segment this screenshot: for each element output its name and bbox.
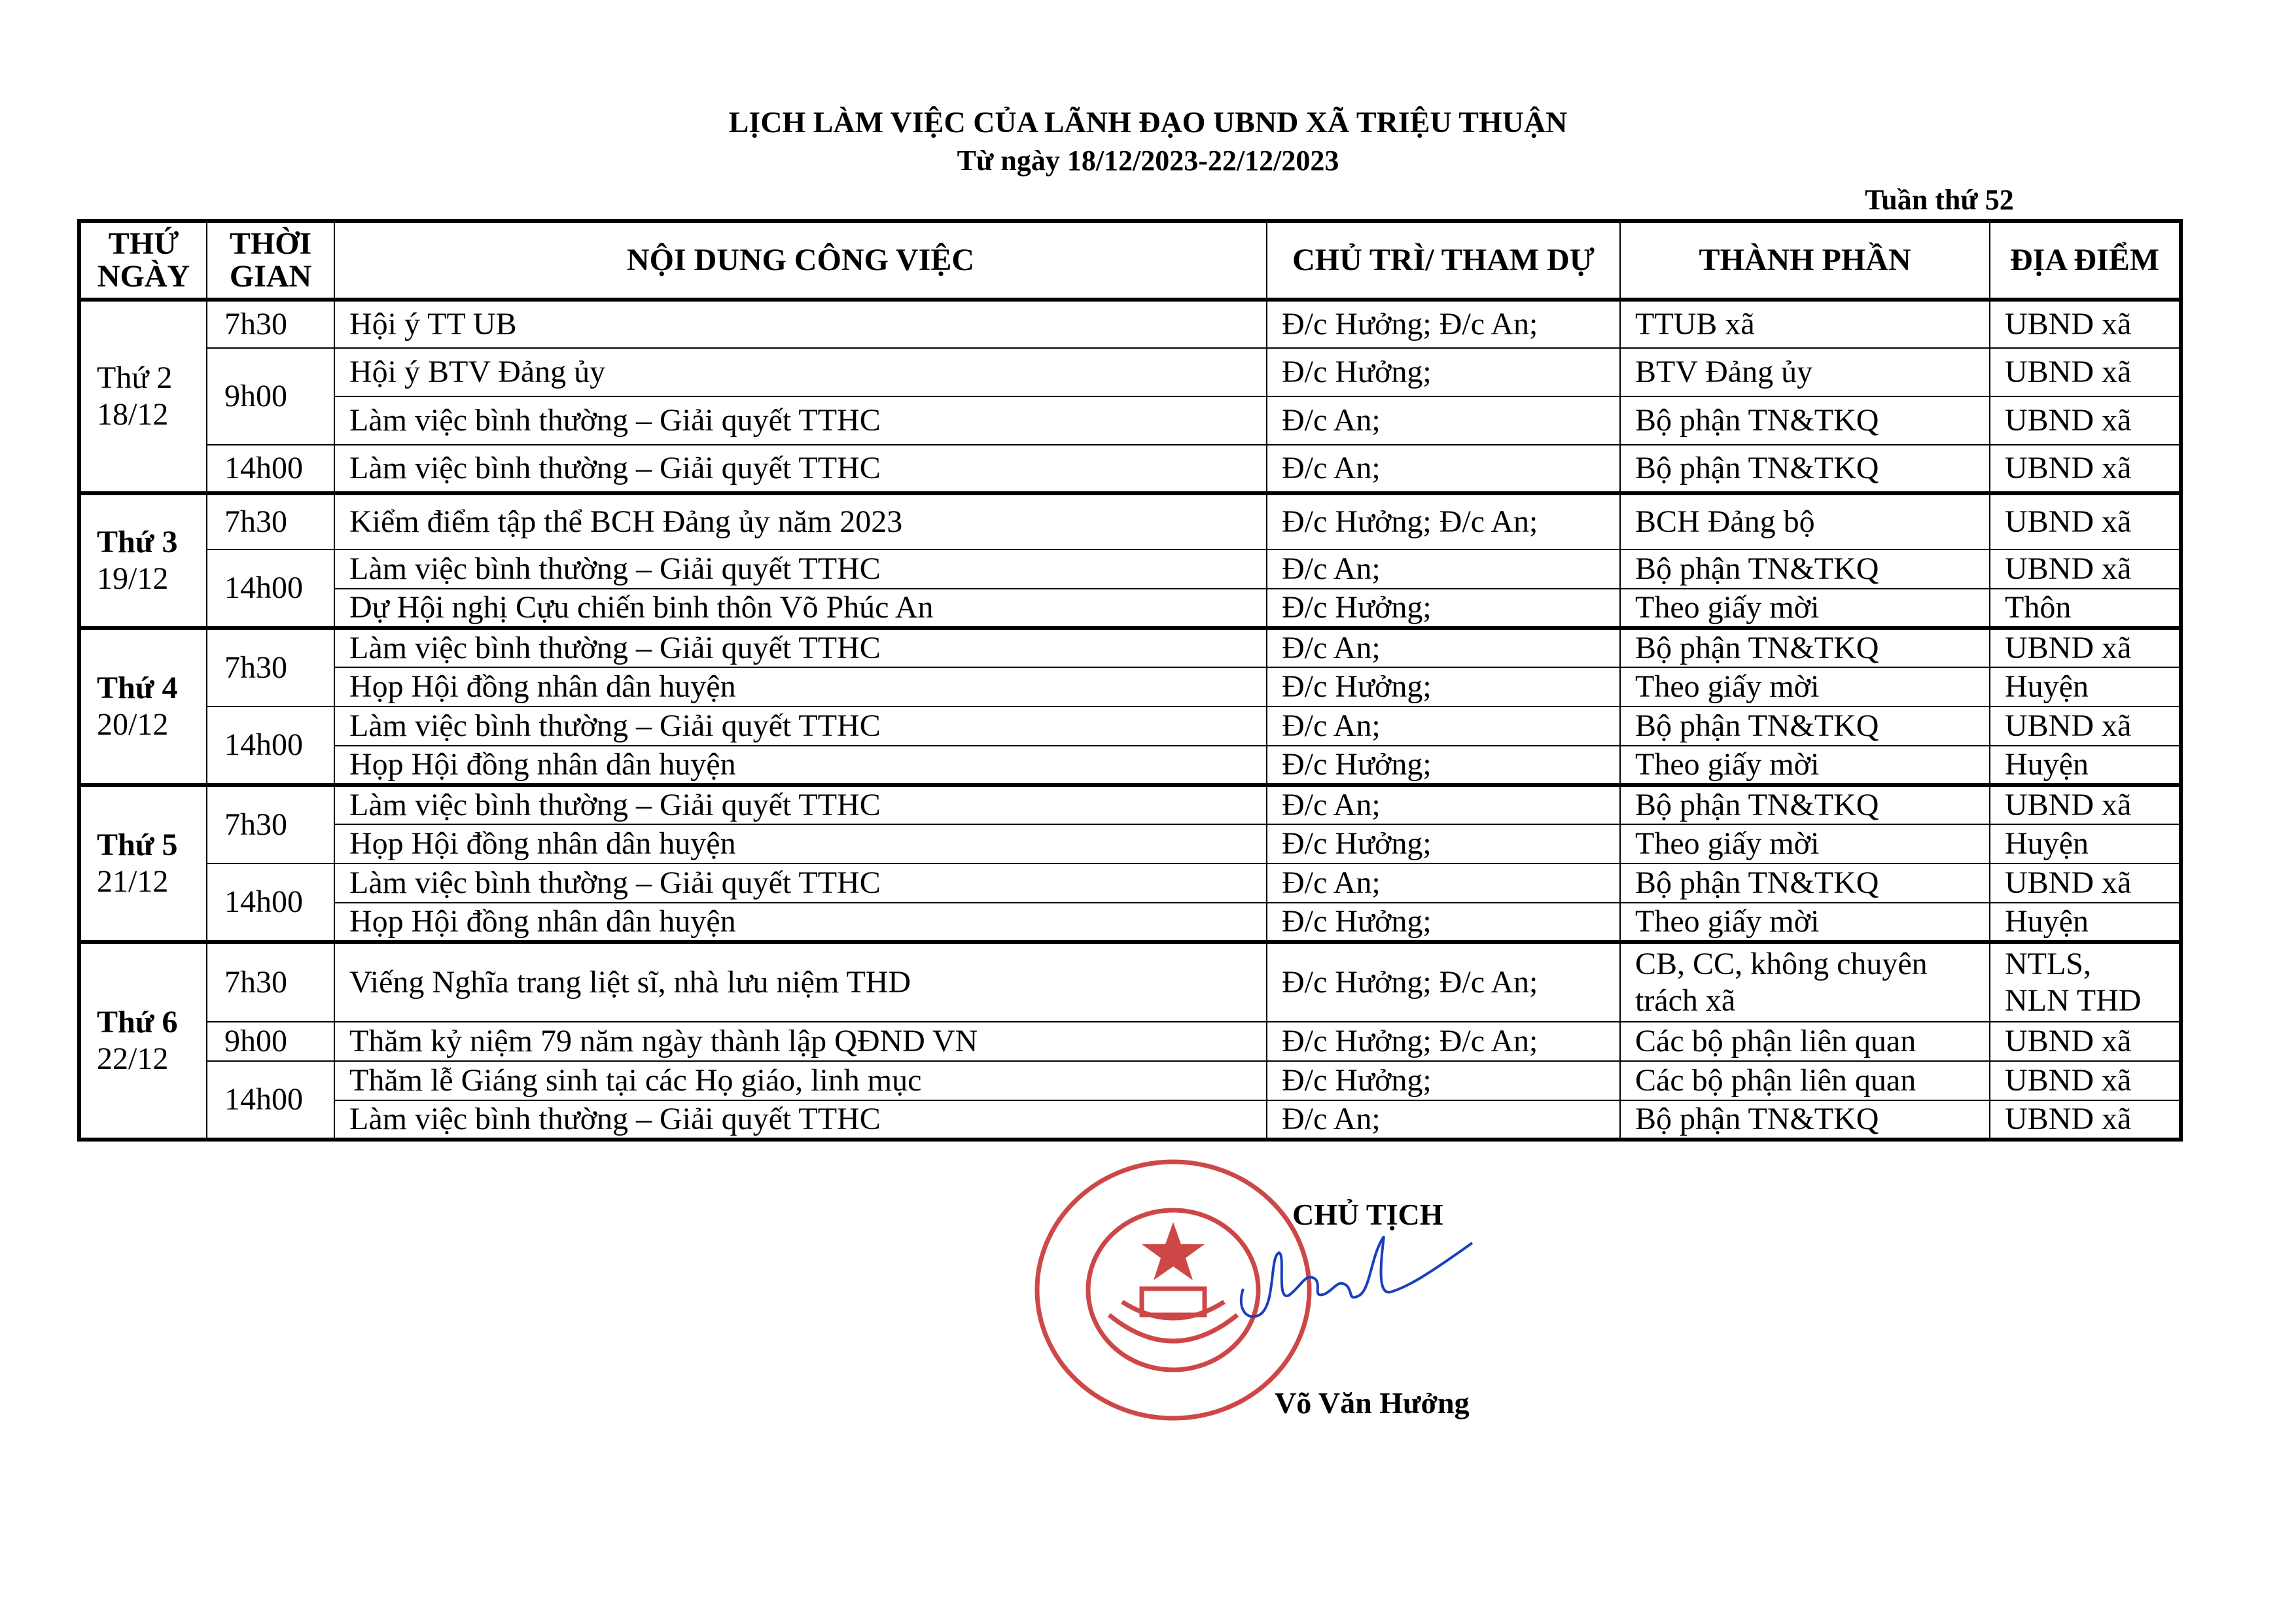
day-cell: Thứ 2 18/12 xyxy=(79,300,207,493)
table-row xyxy=(79,1100,2181,1140)
place-cell: UBND xã xyxy=(1990,300,2181,348)
place-cell: Huyện xyxy=(1990,903,2181,942)
signatory-name: Võ Văn Hưởng xyxy=(1275,1386,1470,1420)
content-cell: Dự Hội nghị Cựu chiến binh thôn Võ Phúc An xyxy=(334,589,1267,628)
members-cell: Bộ phận TN&TKQ xyxy=(1620,396,1990,445)
host-cell: Đ/c Hưởng; xyxy=(1267,348,1620,396)
place-cell: NTLS, NLN THD xyxy=(1990,942,2181,1022)
time-cell: 7h30 xyxy=(207,785,334,864)
members-cell: TTUB xã xyxy=(1620,300,1990,348)
host-cell: Đ/c An; xyxy=(1267,864,1620,903)
header-place: ĐỊA ĐIỂM xyxy=(1990,221,2181,300)
place-cell: Huyện xyxy=(1990,667,2181,707)
table-row xyxy=(79,1022,2181,1061)
content-cell: Làm việc bình thường – Giải quyết TTHC xyxy=(334,396,1267,445)
date-range: Từ ngày 18/12/2023-22/12/2023 xyxy=(957,145,1339,177)
place-cell: UBND xã xyxy=(1990,1022,2181,1061)
time-cell: 9h00 xyxy=(207,1022,334,1061)
members-cell: Bộ phận TN&TKQ xyxy=(1620,1100,1990,1140)
content-cell: Họp Hội đồng nhân dân huyện xyxy=(334,746,1267,785)
header-time: THỜI GIAN xyxy=(207,221,334,300)
time-cell: 14h00 xyxy=(207,707,334,785)
time-cell: 14h00 xyxy=(207,864,334,942)
table-row xyxy=(79,942,2181,1022)
schedule-table xyxy=(77,219,2183,1142)
content-cell: Kiểm điểm tập thể BCH Đảng ủy năm 2023 xyxy=(334,493,1267,550)
members-cell: BTV Đảng ủy xyxy=(1620,348,1990,396)
content-cell: Hội ý BTV Đảng ủy xyxy=(334,348,1267,396)
members-cell: BCH Đảng bộ xyxy=(1620,493,1990,550)
header-content: NỘI DUNG CÔNG VIỆC xyxy=(334,221,1267,300)
time-cell: 14h00 xyxy=(207,1061,334,1140)
week-number: Tuần thứ 52 xyxy=(1865,184,2014,216)
host-cell: Đ/c An; xyxy=(1267,707,1620,746)
content-cell: Thăm kỷ niệm 79 năm ngày thành lập QĐND VN xyxy=(334,1022,1267,1061)
place-cell: UBND xã xyxy=(1990,864,2181,903)
members-cell: Các bộ phận liên quan xyxy=(1620,1022,1990,1061)
place-cell: UBND xã xyxy=(1990,1100,2181,1140)
host-cell: Đ/c Hưởng; Đ/c An; xyxy=(1267,493,1620,550)
table-row xyxy=(79,903,2181,942)
table-row xyxy=(79,445,2181,493)
table-row xyxy=(79,746,2181,785)
members-cell: Bộ phận TN&TKQ xyxy=(1620,550,1990,589)
table-row xyxy=(79,628,2181,667)
host-cell: Đ/c An; xyxy=(1267,628,1620,667)
place-cell: Thôn xyxy=(1990,589,2181,628)
table-row xyxy=(79,300,2181,348)
time-cell: 7h30 xyxy=(207,628,334,707)
place-cell: UBND xã xyxy=(1990,396,2181,445)
day-cell: Thứ 3 19/12 xyxy=(79,493,207,628)
content-cell: Họp Hội đồng nhân dân huyện xyxy=(334,667,1267,707)
time-cell: 9h00 xyxy=(207,348,334,445)
day-cell: Thứ 6 22/12 xyxy=(79,942,207,1140)
host-cell: Đ/c Hưởng; xyxy=(1267,903,1620,942)
table-row xyxy=(79,667,2181,707)
day-cell: Thứ 5 21/12 xyxy=(79,785,207,942)
members-cell: Các bộ phận liên quan xyxy=(1620,1061,1990,1100)
content-cell: Làm việc bình thường – Giải quyết TTHC xyxy=(334,707,1267,746)
time-cell: 7h30 xyxy=(207,942,334,1022)
header-day: THỨ NGÀY xyxy=(79,221,207,300)
time-cell: 7h30 xyxy=(207,300,334,348)
table-row xyxy=(79,589,2181,628)
host-cell: Đ/c Hưởng; xyxy=(1267,824,1620,864)
content-cell: Hội ý TT UB xyxy=(334,300,1267,348)
host-cell: Đ/c Hưởng; Đ/c An; xyxy=(1267,1022,1620,1061)
content-cell: Làm việc bình thường – Giải quyết TTHC xyxy=(334,550,1267,589)
host-cell: Đ/c An; xyxy=(1267,396,1620,445)
content-cell: Làm việc bình thường – Giải quyết TTHC xyxy=(334,445,1267,493)
content-cell: Làm việc bình thường – Giải quyết TTHC xyxy=(334,785,1267,824)
host-cell: Đ/c An; xyxy=(1267,1100,1620,1140)
table-row xyxy=(79,707,2181,746)
table-row xyxy=(79,824,2181,864)
place-cell: UBND xã xyxy=(1990,707,2181,746)
host-cell: Đ/c Hưởng; xyxy=(1267,746,1620,785)
host-cell: Đ/c An; xyxy=(1267,445,1620,493)
header-host: CHỦ TRÌ/ THAM DỰ xyxy=(1267,221,1620,300)
signature-scribble xyxy=(1230,1217,1479,1348)
members-cell: CB, CC, không chuyên trách xã xyxy=(1620,942,1990,1022)
members-cell: Theo giấy mời xyxy=(1620,824,1990,864)
content-cell: Viếng Nghĩa trang liệt sĩ, nhà lưu niệm THD xyxy=(334,942,1267,1022)
members-cell: Bộ phận TN&TKQ xyxy=(1620,785,1990,824)
members-cell: Bộ phận TN&TKQ xyxy=(1620,864,1990,903)
content-cell: Làm việc bình thường – Giải quyết TTHC xyxy=(334,864,1267,903)
star-icon xyxy=(1142,1222,1205,1280)
place-cell: UBND xã xyxy=(1990,628,2181,667)
members-cell: Theo giấy mời xyxy=(1620,746,1990,785)
host-cell: Đ/c An; xyxy=(1267,785,1620,824)
members-cell: Bộ phận TN&TKQ xyxy=(1620,628,1990,667)
table-row xyxy=(79,348,2181,396)
table-row xyxy=(79,396,2181,445)
time-cell: 14h00 xyxy=(207,445,334,493)
table-row xyxy=(79,864,2181,903)
header-members: THÀNH PHẦN xyxy=(1620,221,1990,300)
header-row xyxy=(79,221,2181,300)
place-cell: Huyện xyxy=(1990,824,2181,864)
time-cell: 7h30 xyxy=(207,493,334,550)
place-cell: UBND xã xyxy=(1990,1061,2181,1100)
table-row xyxy=(79,785,2181,824)
signatory-role: CHỦ TỊCH xyxy=(1292,1198,1443,1231)
day-cell: Thứ 4 20/12 xyxy=(79,628,207,785)
place-cell: UBND xã xyxy=(1990,493,2181,550)
place-cell: UBND xã xyxy=(1990,785,2181,824)
content-cell: Họp Hội đồng nhân dân huyện xyxy=(334,903,1267,942)
content-cell: Họp Hội đồng nhân dân huyện xyxy=(334,824,1267,864)
content-cell: Thăm lễ Giáng sinh tại các Họ giáo, linh mục xyxy=(334,1061,1267,1100)
place-cell: Huyện xyxy=(1990,746,2181,785)
host-cell: Đ/c Hưởng; xyxy=(1267,1061,1620,1100)
host-cell: Đ/c An; xyxy=(1267,550,1620,589)
host-cell: Đ/c Hưởng; Đ/c An; xyxy=(1267,942,1620,1022)
table-row xyxy=(79,493,2181,550)
place-cell: UBND xã xyxy=(1990,550,2181,589)
members-cell: Bộ phận TN&TKQ xyxy=(1620,445,1990,493)
content-cell: Làm việc bình thường – Giải quyết TTHC xyxy=(334,628,1267,667)
page-title: LỊCH LÀM VIỆC CỦA LÃNH ĐẠO UBND XÃ TRIỆU THUẬN xyxy=(728,105,1568,139)
members-cell: Bộ phận TN&TKQ xyxy=(1620,707,1990,746)
time-cell: 14h00 xyxy=(207,550,334,628)
members-cell: Theo giấy mời xyxy=(1620,903,1990,942)
members-cell: Theo giấy mời xyxy=(1620,589,1990,628)
table-row xyxy=(79,550,2181,589)
table-row xyxy=(79,1061,2181,1100)
content-cell: Làm việc bình thường – Giải quyết TTHC xyxy=(334,1100,1267,1140)
host-cell: Đ/c Hưởng; xyxy=(1267,667,1620,707)
host-cell: Đ/c Hưởng; Đ/c An; xyxy=(1267,300,1620,348)
place-cell: UBND xã xyxy=(1990,348,2181,396)
place-cell: UBND xã xyxy=(1990,445,2181,493)
host-cell: Đ/c Hưởng; xyxy=(1267,589,1620,628)
members-cell: Theo giấy mời xyxy=(1620,667,1990,707)
